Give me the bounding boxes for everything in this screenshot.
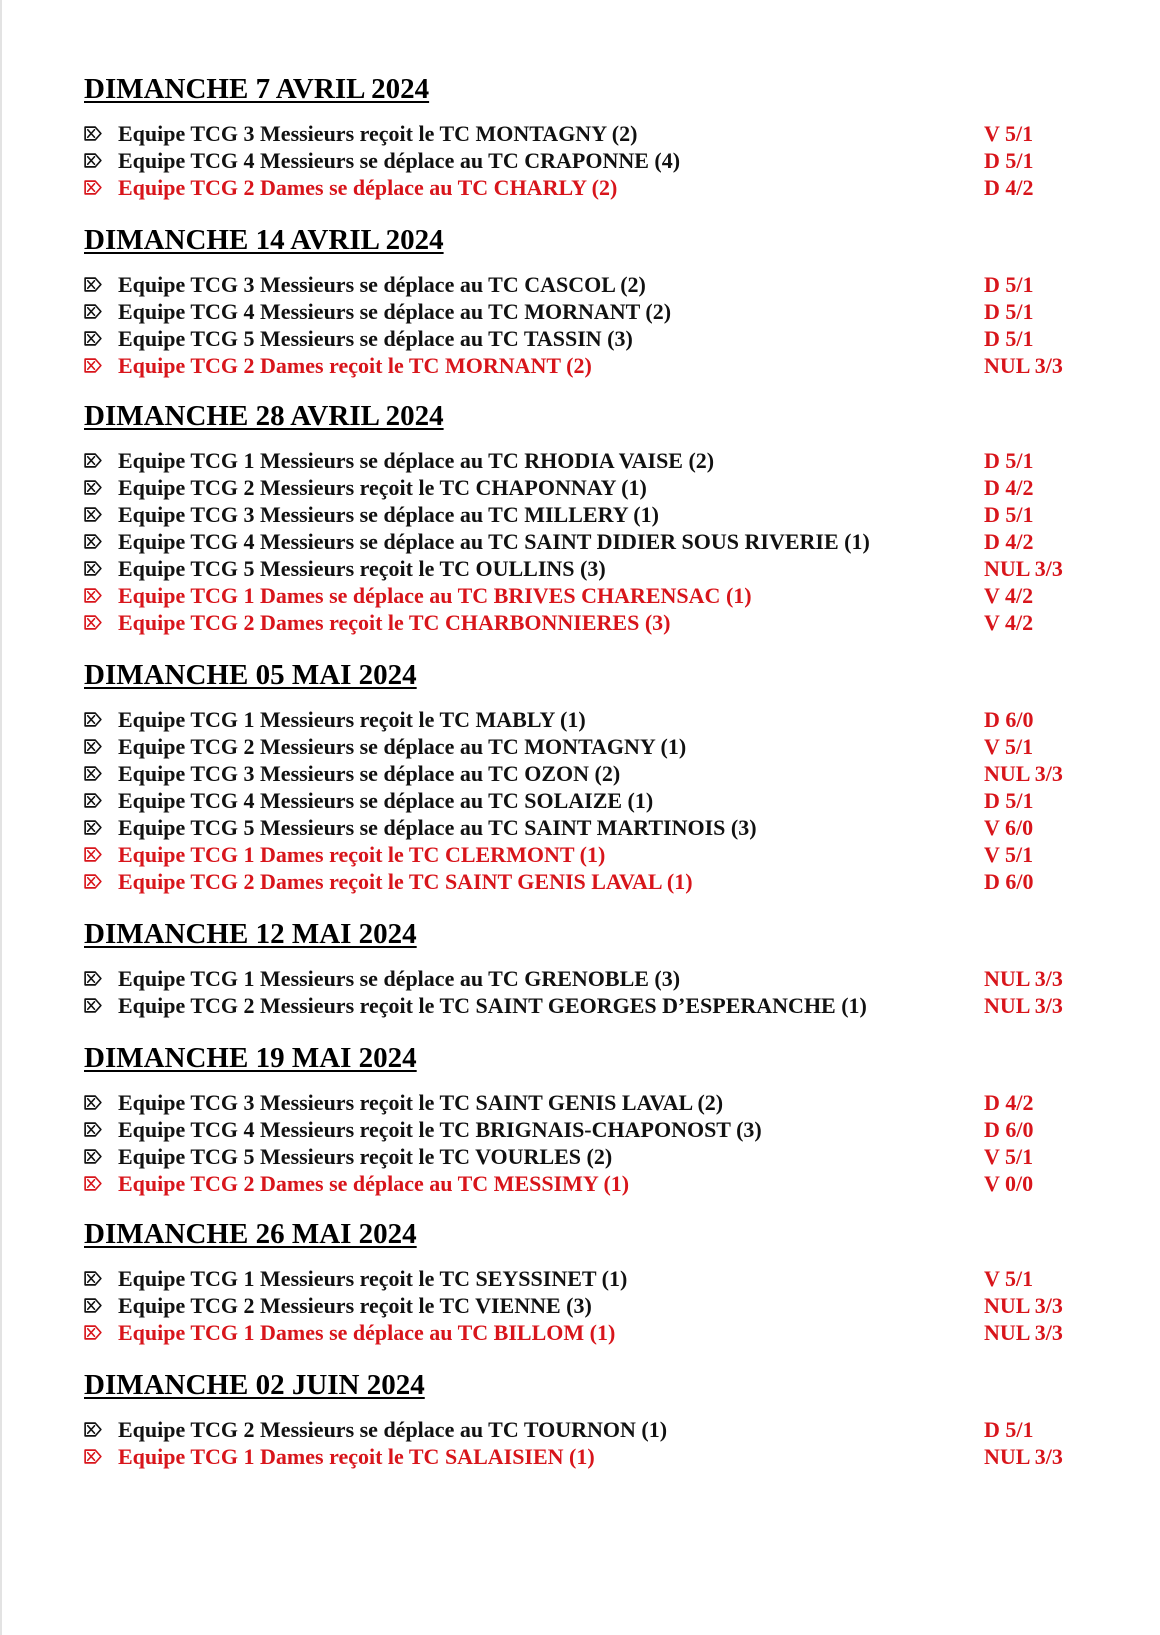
match-row <box>84 501 1084 528</box>
match-result: V 5/1 <box>984 842 1034 867</box>
checkbox-x-icon <box>84 1449 102 1464</box>
checkbox-x-icon <box>84 1422 102 1437</box>
match-description: Equipe TCG 1 Dames se déplace au TC BRIVES CHARENSAC (1) <box>118 583 752 608</box>
match-result: NUL 3/3 <box>984 353 1063 378</box>
match-row <box>84 868 1084 895</box>
checkbox-x-icon <box>84 180 102 195</box>
page-edge <box>0 0 2 1635</box>
match-description: Equipe TCG 5 Messieurs reçoit le TC VOURLES (2) <box>118 1144 613 1169</box>
match-row <box>84 528 1084 555</box>
checkbox-x-icon <box>84 820 102 835</box>
match-result: D 5/1 <box>984 448 1034 473</box>
match-result: V 0/0 <box>984 1171 1034 1196</box>
match-result: NUL 3/3 <box>984 556 1063 581</box>
match-result: D 4/2 <box>984 529 1034 554</box>
checkbox-x-icon <box>84 331 102 346</box>
checkbox-x-icon <box>84 358 102 373</box>
match-description: Equipe TCG 2 Dames se déplace au TC CHARLY (2) <box>118 175 618 200</box>
day-title: DIMANCHE 19 MAI 2024 <box>84 1042 417 1074</box>
match-description: Equipe TCG 1 Messieurs reçoit le TC SEYSSINET (1) <box>118 1266 628 1291</box>
checkbox-x-icon <box>84 766 102 781</box>
match-row <box>84 1265 1084 1292</box>
day-title: DIMANCHE 7 AVRIL 2024 <box>84 73 430 105</box>
checkbox-x-icon <box>84 874 102 889</box>
day-block <box>84 223 1084 379</box>
match-description: Equipe TCG 2 Dames reçoit le TC SAINT GENIS LAVAL (1) <box>118 869 693 894</box>
match-result: D 5/1 <box>984 272 1034 297</box>
match-description: Equipe TCG 2 Messieurs se déplace au TC TOURNON (1) <box>118 1417 668 1442</box>
match-description: Equipe TCG 4 Messieurs se déplace au TC SAINT DIDIER SOUS RIVERIE (1) <box>118 529 870 554</box>
match-row <box>84 298 1084 325</box>
match-description: Equipe TCG 4 Messieurs se déplace au TC SOLAIZE (1) <box>118 788 654 813</box>
checkbox-x-icon <box>84 1176 102 1191</box>
match-row <box>84 1416 1084 1443</box>
checkbox-x-icon <box>84 480 102 495</box>
match-description: Equipe TCG 2 Dames se déplace au TC MESSIMY (1) <box>118 1171 630 1196</box>
match-row <box>84 609 1084 636</box>
day-block <box>84 72 1084 201</box>
match-result: V 5/1 <box>984 121 1034 146</box>
match-result: V 5/1 <box>984 1266 1034 1291</box>
checkbox-x-icon <box>84 126 102 141</box>
match-description: Equipe TCG 3 Messieurs reçoit le TC MONTAGNY (2) <box>118 121 638 146</box>
checkbox-x-icon <box>84 453 102 468</box>
match-result: V 5/1 <box>984 1144 1034 1169</box>
checkbox-x-icon <box>84 561 102 576</box>
checkbox-x-icon <box>84 739 102 754</box>
match-row <box>84 992 1084 1019</box>
match-row <box>84 760 1084 787</box>
match-description: Equipe TCG 2 Dames reçoit le TC MORNANT (2) <box>118 353 592 378</box>
match-result: V 4/2 <box>984 610 1034 635</box>
checkbox-x-icon <box>84 998 102 1013</box>
match-description: Equipe TCG 3 Messieurs reçoit le TC SAINT GENIS LAVAL (2) <box>118 1090 724 1115</box>
match-result: D 5/1 <box>984 326 1034 351</box>
match-results-document <box>84 52 1084 1470</box>
match-result: NUL 3/3 <box>984 1444 1063 1469</box>
match-description: Equipe TCG 1 Messieurs se déplace au TC GRENOBLE (3) <box>118 966 681 991</box>
checkbox-x-icon <box>84 534 102 549</box>
match-result: D 5/1 <box>984 148 1034 173</box>
match-description: Equipe TCG 1 Messieurs reçoit le TC MABLY (1) <box>118 707 586 732</box>
day-block <box>84 1041 1084 1197</box>
day-title: DIMANCHE 14 AVRIL 2024 <box>84 224 444 256</box>
checkbox-x-icon <box>84 277 102 292</box>
match-result: NUL 3/3 <box>984 761 1063 786</box>
match-result: NUL 3/3 <box>984 1293 1063 1318</box>
match-description: Equipe TCG 1 Dames se déplace au TC BILLOM (1) <box>118 1320 616 1345</box>
match-result: D 5/1 <box>984 1417 1034 1442</box>
match-row <box>84 325 1084 352</box>
match-description: Equipe TCG 1 Dames reçoit le TC SALAISIEN (1) <box>118 1444 595 1469</box>
match-row <box>84 733 1084 760</box>
checkbox-x-icon <box>84 507 102 522</box>
match-row <box>84 271 1084 298</box>
match-row <box>84 1170 1084 1197</box>
day-block <box>84 658 1084 895</box>
match-result: V 4/2 <box>984 583 1034 608</box>
checkbox-x-icon <box>84 615 102 630</box>
checkbox-x-icon <box>84 712 102 727</box>
match-description: Equipe TCG 3 Messieurs se déplace au TC MILLERY (1) <box>118 502 659 527</box>
checkbox-x-icon <box>84 1122 102 1137</box>
match-result: D 6/0 <box>984 869 1034 894</box>
match-result: D 4/2 <box>984 175 1034 200</box>
match-row <box>84 1089 1084 1116</box>
match-description: Equipe TCG 3 Messieurs se déplace au TC CASCOL (2) <box>118 272 646 297</box>
match-row <box>84 147 1084 174</box>
match-description: Equipe TCG 1 Dames reçoit le TC CLERMONT (1) <box>118 842 606 867</box>
match-result: D 4/2 <box>984 475 1034 500</box>
match-result: NUL 3/3 <box>984 1320 1063 1345</box>
match-result: D 6/0 <box>984 1117 1034 1142</box>
match-row <box>84 120 1084 147</box>
match-result: V 6/0 <box>984 815 1034 840</box>
checkbox-x-icon <box>84 1325 102 1340</box>
match-result: NUL 3/3 <box>984 966 1063 991</box>
checkbox-x-icon <box>84 1271 102 1286</box>
day-block <box>84 1217 1084 1346</box>
match-description: Equipe TCG 2 Messieurs reçoit le TC VIENNE (3) <box>118 1293 592 1318</box>
day-title: DIMANCHE 05 MAI 2024 <box>84 659 417 691</box>
day-title: DIMANCHE 26 MAI 2024 <box>84 1218 417 1250</box>
match-description: Equipe TCG 4 Messieurs se déplace au TC MORNANT (2) <box>118 299 672 324</box>
day-title: DIMANCHE 02 JUIN 2024 <box>84 1369 425 1401</box>
checkbox-x-icon <box>84 1298 102 1313</box>
day-title: DIMANCHE 12 MAI 2024 <box>84 918 417 950</box>
checkbox-x-icon <box>84 1149 102 1164</box>
match-description: Equipe TCG 5 Messieurs reçoit le TC OULLINS (3) <box>118 556 606 581</box>
match-description: Equipe TCG 4 Messieurs se déplace au TC CRAPONNE (4) <box>118 148 681 173</box>
match-description: Equipe TCG 2 Messieurs reçoit le TC CHAPONNAY (1) <box>118 475 647 500</box>
match-result: D 6/0 <box>984 707 1034 732</box>
match-row <box>84 174 1084 201</box>
match-row <box>84 706 1084 733</box>
checkbox-x-icon <box>84 153 102 168</box>
match-row <box>84 555 1084 582</box>
match-description: Equipe TCG 2 Messieurs se déplace au TC MONTAGNY (1) <box>118 734 687 759</box>
checkbox-x-icon <box>84 971 102 986</box>
match-result: D 5/1 <box>984 299 1034 324</box>
checkbox-x-icon <box>84 847 102 862</box>
match-row <box>84 447 1084 474</box>
match-description: Equipe TCG 5 Messieurs se déplace au TC SAINT MARTINOIS (3) <box>118 815 757 840</box>
match-row <box>84 965 1084 992</box>
match-result: D 5/1 <box>984 788 1034 813</box>
checkbox-x-icon <box>84 1095 102 1110</box>
match-row <box>84 474 1084 501</box>
match-result: D 5/1 <box>984 502 1034 527</box>
match-result: V 5/1 <box>984 734 1034 759</box>
match-row <box>84 1443 1084 1470</box>
day-block <box>84 1368 1084 1470</box>
day-block <box>84 399 1084 636</box>
match-row <box>84 1319 1084 1346</box>
match-row <box>84 1116 1084 1143</box>
match-description: Equipe TCG 2 Dames reçoit le TC CHARBONNIERES (3) <box>118 610 671 635</box>
match-description: Equipe TCG 3 Messieurs se déplace au TC OZON (2) <box>118 761 621 786</box>
match-row <box>84 582 1084 609</box>
match-row <box>84 841 1084 868</box>
match-result: NUL 3/3 <box>984 993 1063 1018</box>
match-description: Equipe TCG 1 Messieurs se déplace au TC RHODIA VAISE (2) <box>118 448 715 473</box>
day-title: DIMANCHE 28 AVRIL 2024 <box>84 400 444 432</box>
match-result: D 4/2 <box>984 1090 1034 1115</box>
match-description: Equipe TCG 2 Messieurs reçoit le TC SAINT GEORGES D’ESPERANCHE (1) <box>118 993 867 1018</box>
checkbox-x-icon <box>84 793 102 808</box>
checkbox-x-icon <box>84 304 102 319</box>
match-row <box>84 352 1084 379</box>
match-description: Equipe TCG 5 Messieurs se déplace au TC TASSIN (3) <box>118 326 633 351</box>
checkbox-x-icon <box>84 588 102 603</box>
match-row <box>84 814 1084 841</box>
match-row <box>84 1292 1084 1319</box>
day-block <box>84 917 1084 1019</box>
match-description: Equipe TCG 4 Messieurs reçoit le TC BRIGNAIS-CHAPONOST (3) <box>118 1117 762 1142</box>
match-row <box>84 787 1084 814</box>
match-row <box>84 1143 1084 1170</box>
